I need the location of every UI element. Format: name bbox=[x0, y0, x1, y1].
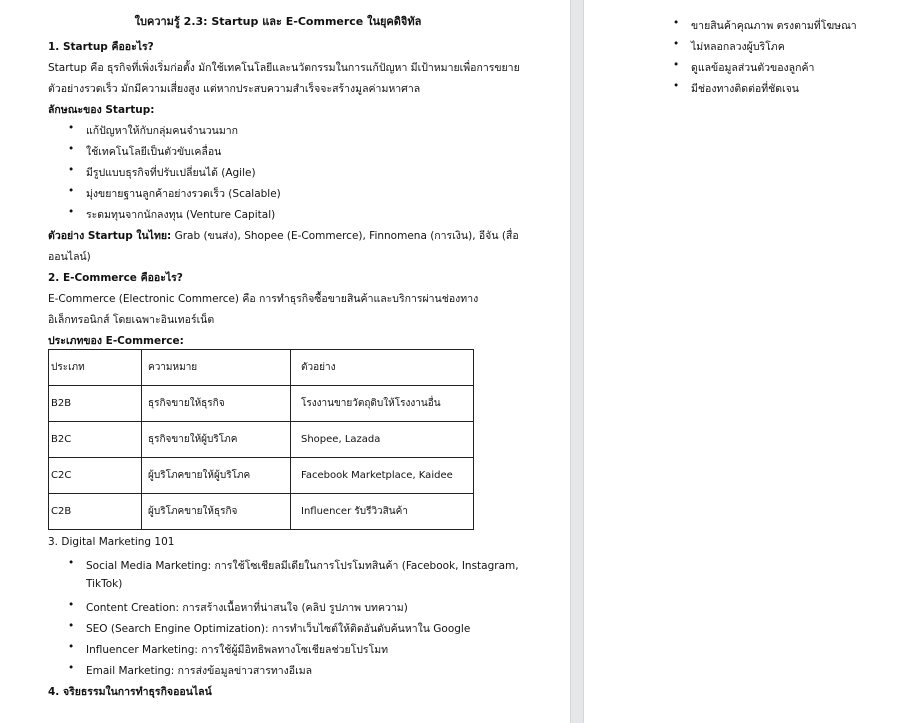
ecommerce-paragraph-line-1: E-Commerce (Electronic Commerce) คือ การทำธุรกิจซื้อขายสินค้าและบริการผ่านช่องทาง bbox=[48, 293, 479, 305]
table-cell: C2B bbox=[49, 494, 142, 530]
table-cell: B2B bbox=[49, 386, 142, 422]
table-row bbox=[49, 458, 474, 494]
list-item-label: Influencer Marketing: bbox=[86, 644, 198, 656]
list-item-label: Email Marketing: bbox=[86, 665, 175, 677]
startup-paragraph-line-2: ตัวอย่างรวดเร็ว มักมีความเสี่ยงสูง แต่หากประสบความสำเร็จจะสร้างมูลค่ามหาศาล bbox=[48, 83, 421, 95]
document-page-right bbox=[584, 0, 906, 723]
table-cell: Facebook Marketplace, Kaidee bbox=[291, 458, 474, 494]
startup-traits-heading: ลักษณะของ Startup: bbox=[48, 104, 155, 116]
table-row bbox=[49, 494, 474, 530]
list-item bbox=[86, 641, 388, 658]
startup-examples-continued: ออนไลน์) bbox=[48, 251, 91, 263]
list-item-label: Content Creation: bbox=[86, 602, 180, 614]
document-title: ใบความรู้ 2.3: Startup และ E-Commerce ในยุคดิจิทัล bbox=[134, 15, 422, 28]
list-item-text: การใช้ผู้มีอิทธิพลทางโซเชียลช่วยโปรโมท bbox=[197, 644, 389, 656]
section-4-heading: 4. จริยธรรมในการทำธุรกิจออนไลน์ bbox=[48, 686, 212, 698]
table-cell: C2C bbox=[49, 458, 142, 494]
table-cell: ธุรกิจขายให้ผู้บริโภค bbox=[142, 422, 291, 458]
list-item: • มีรูปแบบธุรกิจที่ปรับเปลี่ยนได้ (Agile) bbox=[86, 164, 256, 181]
table-header-cell: ประเภท bbox=[49, 350, 142, 386]
table-cell: โรงงานขายวัตถุดิบให้โรงงานอื่น bbox=[291, 386, 474, 422]
table-cell: B2C bbox=[49, 422, 142, 458]
list-item-text: การสร้างเนื้อหาที่น่าสนใจ (คลิป รูปภาพ บทความ) bbox=[179, 602, 408, 614]
table-cell: ธุรกิจขายให้ธุรกิจ bbox=[142, 386, 291, 422]
table-row bbox=[49, 386, 474, 422]
list-item bbox=[86, 599, 408, 616]
list-item: • ระดมทุนจากนักลงทุน (Venture Capital) bbox=[86, 206, 275, 223]
list-item: • แก้ปัญหาให้กับกลุ่มคนจำนวนมาก bbox=[86, 122, 238, 139]
list-item: • ดูแลข้อมูลส่วนตัวของลูกค้า bbox=[691, 59, 814, 76]
list-item bbox=[86, 662, 312, 679]
list-item-text: การใช้โซเชียลมีเดียในการโปรโมทสินค้า (Facebook, Instagram, bbox=[211, 560, 519, 572]
table-row bbox=[49, 422, 474, 458]
startup-examples bbox=[48, 227, 519, 244]
list-item: • ไม่หลอกลวงผู้บริโภค bbox=[691, 38, 785, 55]
startup-examples-label: ตัวอย่าง Startup ในไทย: bbox=[48, 230, 172, 242]
ecommerce-paragraph-line-2: อิเล็กทรอนิกส์ โดยเฉพาะอินเทอร์เน็ต bbox=[48, 314, 215, 326]
list-item-label: SEO (Search Engine Optimization): bbox=[86, 623, 269, 635]
table-cell: Influencer รับรีวิวสินค้า bbox=[291, 494, 474, 530]
list-item: • ใช้เทคโนโลยีเป็นตัวขับเคลื่อน bbox=[86, 143, 221, 160]
list-item: • มุ่งขยายฐานลูกค้าอย่างรวดเร็ว (Scalable) bbox=[86, 185, 281, 202]
list-item bbox=[86, 620, 470, 637]
list-item bbox=[86, 557, 519, 574]
table-header-cell: ตัวอย่าง bbox=[291, 350, 474, 386]
ecommerce-types-table bbox=[48, 349, 474, 530]
page-gap-scrollbar-gutter bbox=[570, 0, 584, 723]
startup-examples-text: Grab (ขนส่ง), Shopee (E-Commerce), Finnomena (การเงิน), อีจัน (สื่อ bbox=[171, 230, 519, 242]
table-cell: Shopee, Lazada bbox=[291, 422, 474, 458]
table-cell: ผู้บริโภคขายให้ผู้บริโภค bbox=[142, 458, 291, 494]
table-header-row bbox=[49, 350, 474, 386]
startup-paragraph-line-1: Startup คือ ธุรกิจที่เพิ่งเริ่มก่อตั้ง มักใช้เทคโนโลยีและนวัตกรรมในการแก้ปัญหา มีเป้าหมายเพื่อการขยาย bbox=[48, 62, 520, 74]
list-item-label: Social Media Marketing: bbox=[86, 560, 212, 572]
section-3-heading: 3. Digital Marketing 101 bbox=[48, 536, 175, 548]
ecommerce-types-heading: ประเภทของ E-Commerce: bbox=[48, 335, 184, 347]
section-1-heading: 1. Startup คืออะไร? bbox=[48, 41, 154, 53]
list-item: • มีช่องทางติดต่อที่ชัดเจน bbox=[691, 80, 799, 97]
section-2-heading: 2. E-Commerce คืออะไร? bbox=[48, 272, 183, 284]
list-item-continued: TikTok) bbox=[86, 578, 123, 590]
list-item-text: การทำเว็บไซต์ให้ติดอันดับค้นหาใน Google bbox=[268, 623, 471, 635]
list-item-text: การส่งข้อมูลข่าวสารทางอีเมล bbox=[174, 665, 313, 677]
table-cell: ผู้บริโภคขายให้ธุรกิจ bbox=[142, 494, 291, 530]
table-header-cell: ความหมาย bbox=[142, 350, 291, 386]
list-item: • ขายสินค้าคุณภาพ ตรงตามที่โฆษณา bbox=[691, 17, 857, 34]
